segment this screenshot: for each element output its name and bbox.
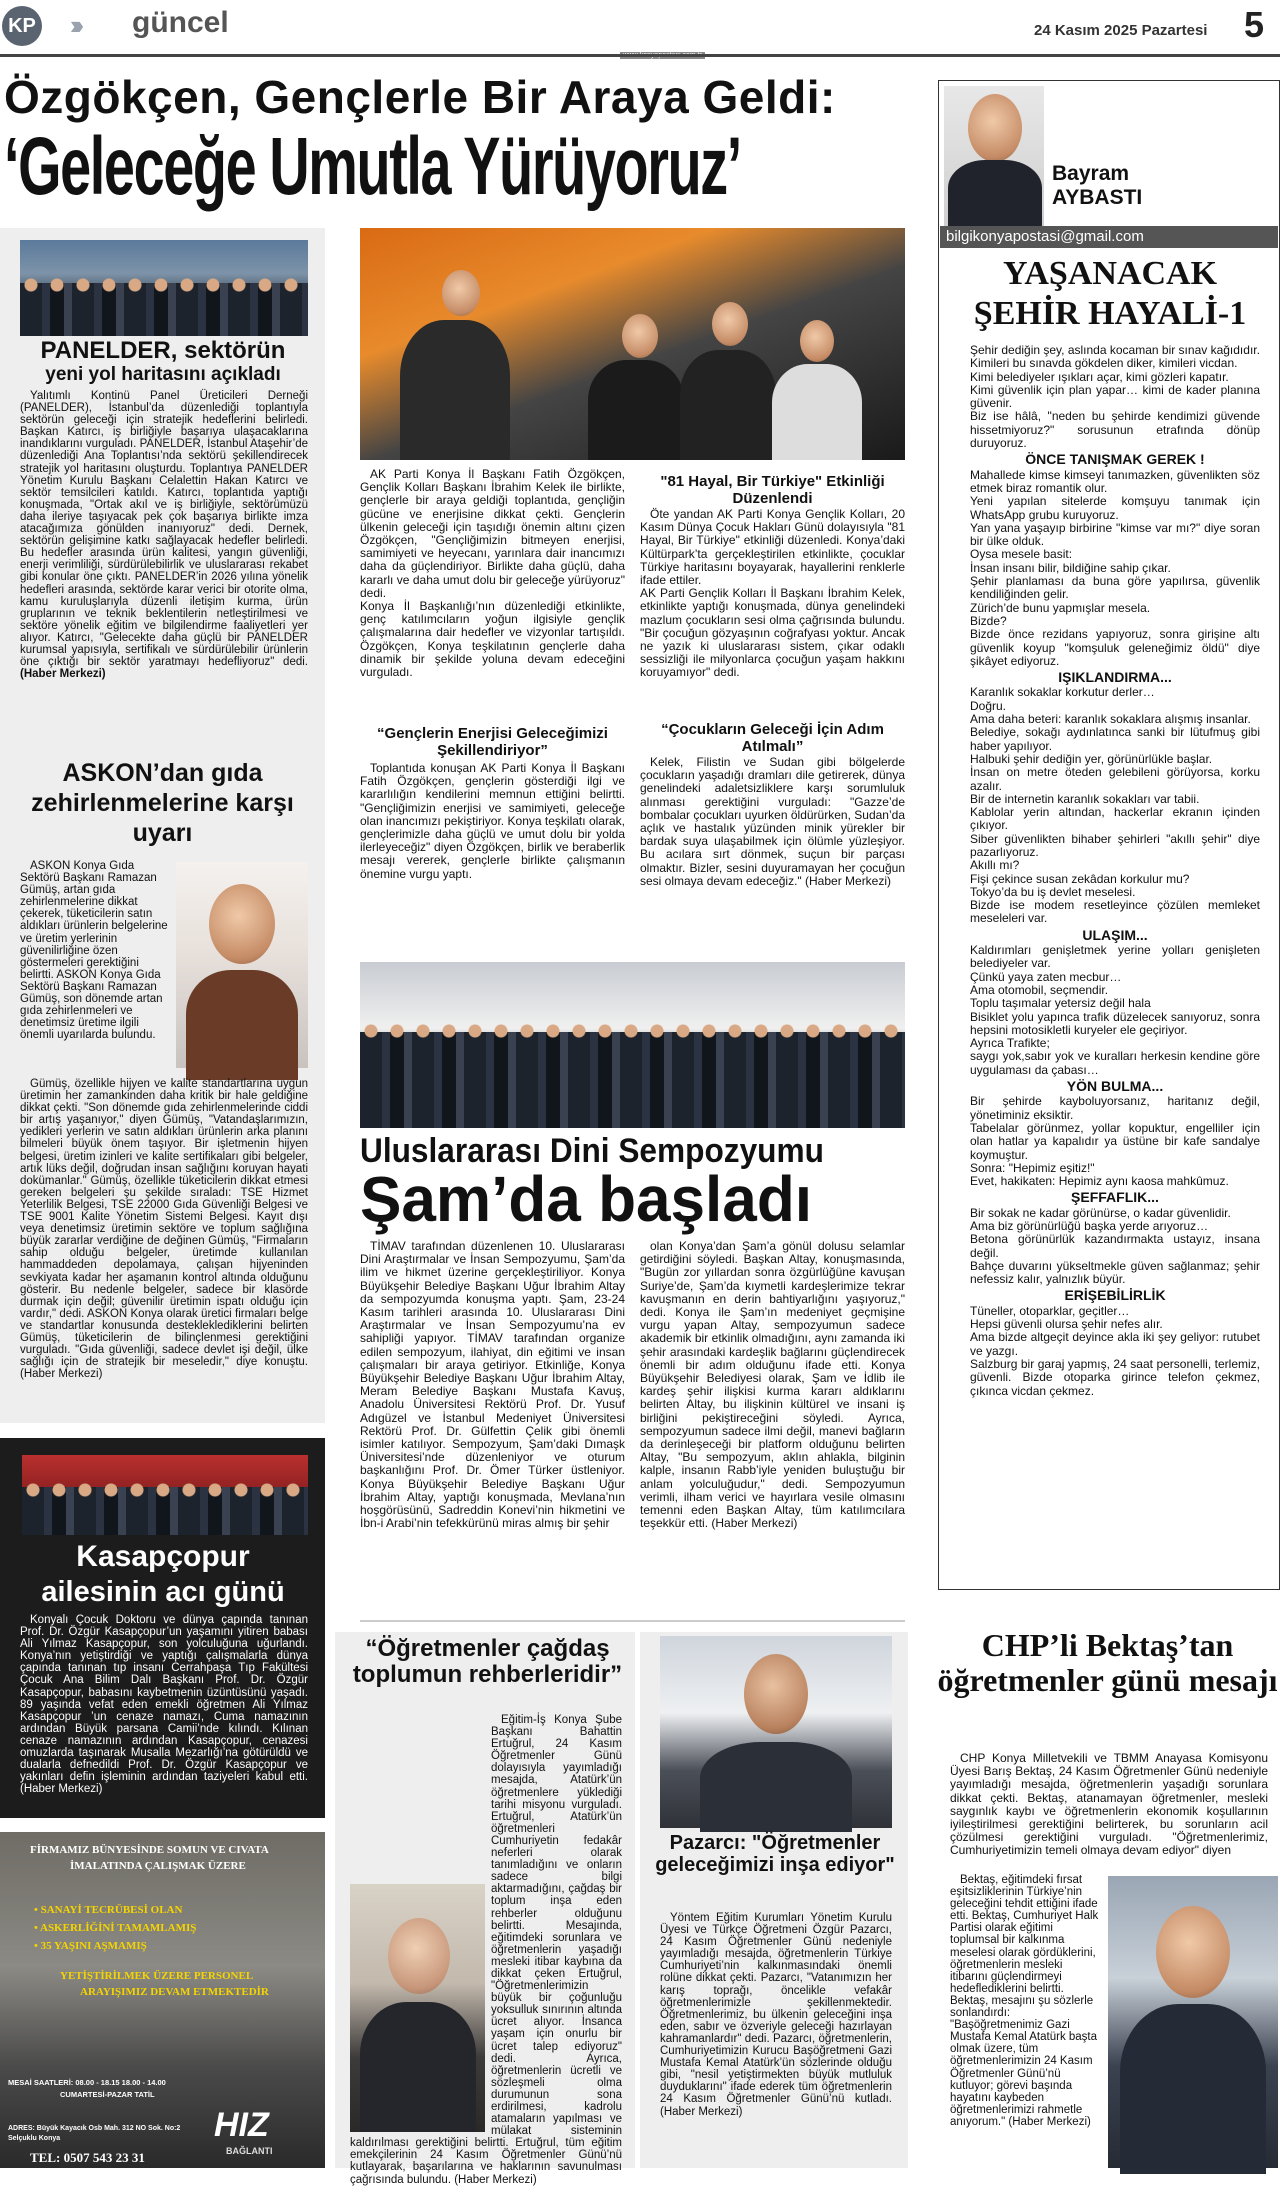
headline-main: ‘Geleceğe Umutla Yürüyoruz’ <box>4 121 741 212</box>
sempozyum-photo <box>360 962 905 1128</box>
column-title: YAŞANACAK ŞEHİR HAYALİ-1 <box>973 255 1247 332</box>
askon-title: ASKON’dan gıda zehirlenmelerine karşı uyarı <box>31 759 294 847</box>
kasapcopur-photo <box>22 1455 308 1535</box>
main-subheading-3: “Çocukların Geleceği İçin Adım Atılmalı” <box>661 721 884 755</box>
ad-line3: YETİŞTİRİLMEK ÜZERE PERSONEL <box>60 1970 254 1982</box>
job-ad[interactable] <box>0 1832 325 2168</box>
ad-brand-sub: BAĞLANTI <box>226 2146 273 2156</box>
ad-address: ADRES: Büyük Kayacık Osb Mah. 312 NO Sok. No:2 Selçuklu Konya <box>8 2125 181 2142</box>
chevrons-icon: ››› <box>70 10 78 40</box>
ad-item-1: • SANAYİ TECRÜBESİ OLAN <box>34 1904 183 1916</box>
author-first-name: Bayram <box>1052 162 1130 185</box>
kasapcopur-subtitle: ailesinin acı günü <box>41 1576 285 1608</box>
main-photo <box>360 228 905 460</box>
panelder-photo <box>20 240 308 336</box>
section-label: güncel <box>132 6 229 39</box>
ad-line1: FİRMAMIZ BÜNYESİNDE SOMUN VE CIVATA <box>30 1844 269 1856</box>
logo-badge[interactable]: KP <box>2 6 42 46</box>
main-col1: AK Parti Konya İl Başkanı Fatih Özgökçen, Gençlik Kolları Başkanı İbrahim Kelek ile birlikte, gençlerle bir araya geldiği toplantıda, gençliğin gücüne ve enerjisine dikkat çekti. Gençlerin ülkenin geleceği için taşıdığı önemin altını çizen Özgökçen, "Gençliğimizin bitmeyen enerjisi, samimiyeti ve heyecanı, yarınlara dair inancımızı daha da güçlendiriyor. Birlikte daha güçlü, daha kararlı ve daha umut dolu bir geleceğe yürüyoruz" dedi. Konya İl Başkanlığı’nın düzenlediği etkinlikte, genç katılımcıların yoğun ilgisiyle gençlik çalışmalarına dair hedefler ve vizyonlar tartışıldı. Özgökçen, Konya teşkilatının gençlerle daha dinamik bir şekilde yoluna devam edeceğini vurguladı. <box>360 467 625 680</box>
author-last-name: AYBASTI <box>1052 186 1143 209</box>
page-date: 24 Kasım 2025 Pazartesi <box>1034 22 1208 39</box>
askon-body: Gümüş, özellikle hijyen ve kalite standartlarına uygun üretimin her zamankinden daha kritik bir hale geldiğine dikkat çekti. "Son dönemde gıda zehirlenmelerinde ciddi bir artış yaşanıyor," diyen Gümüş, "Vatandaşlarımızın, yedikleri yerlerin ve satın aldıkları ürünlerin arka planını bilmeleri büyük önem taşıyor. Bir işletmenin hijyen belgesi, üretim izinleri ve kalite sertifikaları gibi belgeler, artık lüks değil, doğrudan insan sağlığını koruyan hayati dokümanlar." Gümüş, özellikle tüketicilerin dikkat etmesi gereken belgeleri şu şekilde sıraladı: TSE Hizmet Yeterlilik Belgesi, TSE 22000 Gıda Güvenliği Belgesi ve TSE 9001 Kalite Yönetim Sistemi Belgesi. Kayıt dışı veya denetimsiz üretimin sektöre ve toplum sağlığına büyük zararlar verdiğine de değinen Gümüş, "Firmaların sahip olduğu belgeler, üretimde kullanılan hammaddeden depolamaya, çalışan hijyeninden sevkiyata kadar her aşamanın kontrol altında olduğunu gösterir. Bu nedenle belgeler, sadece bir klasörde durmak için değil; güvenilir üretimin ispatı olduğu için vardır," dedi. ASKON Konya olarak üretici firmaları belge ve standartlar konusunda destekleklediklerini belirten Gümüş, tüketicilerin de bilinçlenmesi gerektiğini vurguladı. "Gıda güvenliği, sadece devlet işi değil, ülke sağlığı için de stratejik bir meseledir," diye konuştu. (Haber Merkezi) <box>20 1078 308 1381</box>
author-photo <box>944 86 1044 226</box>
ad-tel[interactable]: TEL: 0507 543 23 31 <box>30 2150 145 2165</box>
panelder-body: Yalıtımlı Kontinü Panel Üreticileri Derneği (PANELDER), İstanbul’da düzenlediği toplantıyla sektörün geleceği için stratejik hedeflerini belirledi. Başkan Katırcı, iş birliğiyle başarıya ulaşacaklarına inandıklarını vurguladı. PANELDER, İstanbul Ataşehir’de düzenlediği Ana Toplantısı’nda sektörü şekillendirecek stratejik yol haritasını oluşturdu. Toplantıya PANELDER Yönetim Kurulu Başkanı Celalettin Hakan Katırcı ve sektör temsilcileri katıldı. Katırcı, toplantıda yaptığı konuşmada, "Ortak akıl ve iş birliğiyle, sektörümüzü daha ileriye taşıyacak pek çok başarıya birlikte imza atacağımıza gönülden inanıyoruz" dedi. Dernek, sektörün gelişimine katkı sağlayacak hedefler belirledi. Bu hedefler arasında ürün kalitesi, yangın güvenliği, enerji verimliliği, sürdürülebilirlik ve uluslararası rekabet gibi konular öne çıktı. PANELDER’in 2026 yılına yönelik hedefleri arasında, sektörde karar verici bir otorite olma, kamu kuruluşlarıyla düzenli iletişim kurma, ürün gruplarının ve teknik beklentilerin netleştirilmesi ve sektöre yönelik eğitim ve bilgilendirme faaliyetleri yer alıyor. Katırcı, "Gelecekte daha güçlü bir PANELDER kurumsal yapısıyla, sertifikalı ve sürdürülebilir ürünlerin öne çıktığı bir sektör yaratmayı hedefliyoruz" dedi. (Haber Merkezi) <box>20 390 308 681</box>
pazarci-title: Pazarcı: "Öğretmenler geleceğimizi inşa ediyor" <box>655 1832 895 1876</box>
ad-brand-logo: HIZ <box>214 2106 269 2144</box>
ad-line4: ARAYIŞIMIZ DEVAM ETMEKTEDİR <box>80 1986 269 1998</box>
main-subheading-2: "81 Hayal, Bir Türkiye" Etkinliği Düzenlendi <box>660 473 885 507</box>
ad-hours: MESAİ SAATLERİ: 08.00 - 18.15 18.00 - 14.00 <box>8 2078 166 2087</box>
ogretmenler-body: Eğitim-İş Konya Şube Başkanı Bahattin Ertuğrul, 24 Kasım Öğretmenler Günü dolayısıyla yayımladığı mesajda, Atatürk’ün öğretmenlere yüklediği tarihi misyonu vurguladı. Ertuğrul, Atatürk’ün öğretmenleri Cumhuriyetin fedakâr neferleri olarak tanımladığını ve onların sadece bilgi aktarmadığını, çağdaş bir toplum inşa eden rehberler olduğunu belirtti. Mesajında, eğitimdeki sorunlara ve öğretmenlerin yaşadığı mesleki itibar kaybına da dikkat çeken Ertuğrul, "Öğretmenlerimizin büyük bir çoğunluğu yoksulluk sınırının altında ücret alıyor. İnsanca yaşam için onurlu bir ücret talep ediyoruz" dedi. Ayrıca, öğretmenlerin ücretli ve sözleşmeli olma durumunun sona erdirilmesi, kadrolu atamaların yapılması ve mülakat sisteminin kaldırılması gerektiğini belirtti. Ertuğrul, tüm eğitim emekçilerinin 24 Kasım Öğretmenler Günü’nü kutlayarak, başarılarına ve haklarının savunulması çağrısında bulundu. (Haber Merkezi) <box>350 1714 622 2186</box>
main-col1b: Toplantıda konuşan AK Parti Konya İl Başkanı Fatih Özgökçen, gençlerin gösterdiği ilgi ve kararlılığın kendilerini memnun ettiğini belirtti. "Gençliğimizin enerjisi ve samimiyeti, geleceğe olan inancımızı pekiştiriyor. Konya teşkilatı olarak, gençlerimizle daha güçlü ve umut dolu bir yolda ilerleyeceğiz" diyen Özgökçen, birlik ve beraberlik mesajı vererek, gençlerle birlikte çalışmanın önemine vurgu yaptı. <box>360 761 625 881</box>
chp-body-top: CHP Konya Milletvekili ve TBMM Anayasa Komisyonu Üyesi Barış Bektaş, 24 Kasım Öğretmenler Günü nedeniyle yayımladığı mesajda, öğretmenlerin yaşadığı sorunlara dikkat çekti. Bektaş, atanamayan öğretmenler, mesleki saygınlık kaybı ve öğretmenlerin ekonomik koşullarının iyileştirilmesi gerektiğini belirterek, bu sorunların acil çözülmesi gerektiğini vurguladı. "Öğretmenlerimiz, Cumhuriyetimizin temeli olmaya devam ediyor" diyen <box>950 1751 1268 1858</box>
ad-item-3: • 35 YAŞINI AŞMAMIŞ <box>34 1940 147 1952</box>
pazarci-body: Yöntem Eğitim Kurumları Yönetim Kurulu Üyesi ve Türkçe Öğretmeni Özgür Pazarcı, 24 Kasım Öğretmenler Günü nedeniyle yayımladığı mesajda, öğretmenlerin Türkiye Cumhuriyeti’nin kalkınmasındaki önemli rolüne dikkat çekti. Pazarcı, "Vatanımızın her karış toprağı, öncelikle vefakâr öğretmenlerimizle şekillenmektedir. Öğretmenlerimiz, bu ülkenin geleceğini inşa eden, sabır ve özveriyle geleceği hazırlayan kahramanlardır" dedi. Pazarcı, öğretmenlerin, Cumhuriyetimizin Kurucu Başöğretmeni Gazi Mustafa Kemal Atatürk’ün sözlerinde olduğu gibi, "nesil yetiştirmekten büyük mutluluk duyduklarını" ifade ederek tüm öğretmenlerin 24 Kasım Öğretmenler Günü’nü kutladı. (Haber Merkezi) <box>660 1912 892 2118</box>
chp-title: CHP’li Bektaş’tan öğretmenler günü mesajı <box>937 1627 1278 1698</box>
column-sub-2: IŞIKLANDIRMA... <box>1058 669 1172 686</box>
bektas-portrait <box>1108 1876 1278 2168</box>
pazarci-photo <box>660 1636 892 1828</box>
panelder-subtitle: yeni yol haritasını açıkladı <box>45 364 281 385</box>
page-number: 5 <box>1244 4 1265 45</box>
main-col2: Öte yandan AK Parti Konya Gençlik Kolları, 20 Kasım Dünya Çocuk Hakları Günü dolayısıyla "81 Hayal, Bir Türkiye" etkinliği düzenledi. Konya’daki Kültürpark’ta gerçekleştirilen etkinlikte, çocuklar Türkiye haritasını boyayarak, hayallerini renklerle ifade ettiler. AK Parti Gençlik Kolları İl Başkanı İbrahim Kelek, etkinlikte yaptığı konuşmada, dünya genelindeki mazlum çocukların sesi olma çağrısında bulundu. "Bir çocuğun gözyaşının coğrafyası yoktur. Ancak ne yazık ki uluslararası sistem, çıkar odaklı sessizliği ile milyonlarca çocuğun yaşam hakkını koruyamıyor" dedi. <box>640 507 905 680</box>
askon-portrait <box>176 862 308 1068</box>
ertugrul-portrait <box>350 1884 485 2132</box>
ad-line2: İMALATINDA ÇALIŞMAK ÜZERE <box>70 1860 246 1872</box>
ad-item-2: • ASKERLİĞİNİ TAMAMLAMIŞ <box>34 1922 197 1934</box>
author-email[interactable]: bilgikonyapostasi@gmail.com <box>940 226 1278 248</box>
chp-body: Bektaş, eğitimdeki fırsat eşitsizliklerinin Türkiye’nin geleceğini tehdit ettiğini ifade etti. Bektaş, Cumhuriyet Halk Partisi olarak eğitimi toplumsal bir kalkınma meselesi olarak gördüklerini, öğretmenlerin mesleki itibarını güçlendirmeyi hedeflediklerini belirtti. Bektaş, mesajını şu sözlerle sonlandırdı: "Başöğretmenimiz Gazi Mustafa Kemal Atatürk başta olmak üzere, tüm öğretmenlerimizin 24 Kasım Öğretmenler Günü’nü kutluyor; görevi başında hayatını kaybeden öğretmenlerimizi rahmetle anıyorum." (Haber Merkezi) <box>950 1874 1099 2128</box>
column-body: Şehir dediğin şey, aslında kocaman bir sınav kağıdıdır. Kimileri bu sınavda gökdelen diker, kimileri vicdan. Kimi belediyeler ışıkları açar, kimi gözleri kapatır. Kimi güvenlik için plan yapar… kimi de kader planına güvenir. Biz ise hâlâ, "neden bu şehirde kendimizi güvende hissetmiyoruz?" sorusunun etrafında dönüp duruyoruz. ÖNCE TANIŞMAK GEREK ! Mahallede kimse kimseyi tanımazken, güvenlikten söz etmek biraz romantik olur. Yeni yapılan sitelerde komşuyu tanımak için WhatsApp grubu kuruyoruz. Yan yana yaşayıp birbirine "kimse var mı?" diye soran bir ülke olduk. Oysa mesele basit: İnsan insanı bilir, bildiğine sahip çıkar. Şehir planlaması da buna göre yapılırsa, güvenlik kendiliğinden gelir. Zürich’de bunu yapmışlar mesela. Bizde? Bizde önce rezidans yapıyoruz, sonra girişine altı güvenlik koyup "komşuluk geleneğimiz öldü" diye şikâyet ediyoruz. IŞIKLANDIRMA... Karanlık sokaklar korkutur derler… Doğru. Ama daha beteri: karanlık sokaklara alışmış insanlar. Belediye, sokağı aydınlatınca sanki bir lütufmuş gibi haber yapılıyor. Halbuki şehir dediğin yer, görünürlükle başlar. İnsan on metre öteden gelebileni görüyorsa, korku azalır. Bir de internetin karanlık sokakları var tabii. Kablolar yerin altından, hackerlar ekranın içinden çıkıyor. Siber güvenlikten bihaber şehirleri "akıllı şehir" diye pazarlıyoruz. Akıllı mı? Fişi çekince susan zekâdan korkulur mu? Tokyo’da bu iş devlet meselesi. Bizde ise modem resetleyince çözülen memleket meseleleri var. ULAŞIM... Kaldırımları genişletmek yerine yolları genişleten belediyeler var. Çünkü yaya zaten mecbur… Ama otomobil, seçmendir. Toplu taşımalar yetersiz değil hala Bisiklet yolu yapınca trafik düzelecek sanıyoruz, sonra hepsini motosikletli kuryeler ele geçiriyor. Ayrıca Trafikte; saygı yok,sabır yok ve kuralları herkesin kendine göre uygulaması da çabası… YÖN BULMA... Bir şehirde kayboluyorsanız, haritanız değil, yönetiminiz eksiktir. Tabelalar görünmez, yollar kopuktur, engelliler için olan hatlar ya kapalıdır ya üstüne bir kafe sandalye koymuştur. Sonra: "Hepimiz eşitiz!" Evet, hakikaten: Hepimiz aynı kaosa mahkûmuz. ŞEFFAFLIK... Bir sokak ne kadar görünürse, o kadar güvenlidir. Ama biz görünürlüğü başka yerde arıyoruz… Betona görünürlük kazandırmakta ustayız, insana değil. Bahçe duvarını yükseltmekle güven sağlanmaz; şehir nefessiz kalır, yalnızlık büyür. ERİŞEBİLİRLİK Tüneller, otoparklar, geçitler… Hepsi güvenli olursa şehir nefes alır. Ama bizde altgeçit deyince akla iki şey geliyor: rutubet ve yazgı. Salzburg bir garaj yapmış, 24 saat personelli, terlemiz, güvenli. Bizde otoparka girince telefon çekmez, çıkınca vicdan çekmez. <box>970 343 1260 1398</box>
column-sub-3: ULAŞIM... <box>1082 926 1148 943</box>
column-sub-6: ERİŞEBİLİRLİK <box>1064 1287 1166 1304</box>
askon-body-top: ASKON Konya Gıda Sektörü Başkanı Ramazan Gümüş, artan gıda zehirlenmelerine dikkat çekerek, tüketicilerin satın aldıkları ürünlerin belgelerine ve üretim yerlerinin güvenilirliğine özen göstermeleri gerektiğini belirtti. ASKON Konya Gıda Sektörü Başkanı Ramazan Gümüş, son dönemde artan gıda zehirlenmeleri ve denetimsiz üretime ilgili önemli uyarılarda bulundu. <box>20 860 168 1042</box>
sempozyum-title-2: Şam’da başladı <box>360 1163 812 1235</box>
headline-top: Özgökçen, Gençlerle Bir Araya Geldi: <box>4 71 836 123</box>
main-col2b: Kelek, Filistin ve Sudan gibi bölgelerde çocukların yaşadığı dramları dile getirerek, dünya genelindeki adaletsizliklere karşı sorumluluk alınması gerektiğini vurguladı: "Gazze’de bombalar çocukları uyurken öldürürken, Sudan’da açlık ve hastalık yüzünden minik yürekler bir bardak suya ulaşabilmek için ölümle yüzleşiyor. Bu acılara sırt dönmek, suçun bir parçası olmaktır. Bizler, sesini duyuramayan her çocuğun sesi olmaya devam edeceğiz." (Haber Merkezi) <box>640 755 905 888</box>
column-sub-1: ÖNCE TANIŞMAK GEREK ! <box>1025 451 1205 468</box>
sempozyum-col2: olan Konya’dan Şam’a gönül dolusu selamlar getirdiğini söyledi. Başkan Altay, konuşmasında, "Bugün zor yıllardan sonra özgürlüğüne kavuşan Suriye’de, Şam’da kıymetli kardeşlerimize tekrar kavuşmanın en derin bahtiyarlığını yaşıyoruz," dedi. Konya ile Şam’ın medeniyet geçmişine vurgu yapan Altay, sempozyumun sadece akademik bir etkinlik olmadığını, aynı zamanda iki şehir arasındaki kardeşlik bağlarını güçlendirecek önemli bir adım olduğunu ifade etti. Konya Büyükşehir Belediyesi olarak, Şam ve İdlib ile kardeş şehir ilişkisi kurma kararı aldıklarını belirten Altay, bu ilişkinin kültürel ve insani iş birliğini pekiştireceğini söyledi. Ayrıca, sempozyumun sadece ilmi değil, manevi bağların da derinleşeceği bir platform olduğunu belirten Altay, "Bu sempozyum, aklın ahlakla, bilginin kalple, insanın Rabb’iyle yeniden buluştuğu bir anlam yolculuğudur," dedi. Sempozyumun verimli, ilham verici ve hayırlara vesile olmasını temenni eden Başkan Altay, tüm katılımcılara teşekkür etti. (Haber Merkezi) <box>640 1239 905 1531</box>
main-subheading-1: “Gençlerin Enerjisi Geleceğimizi Şekillendiriyor” <box>377 725 608 759</box>
ogretmenler-title: “Öğretmenler çağdaş toplumun rehberleridir” <box>352 1635 623 1688</box>
column-sub-5: ŞEFFAFLIK... <box>1071 1189 1159 1206</box>
header-bar <box>0 0 1280 50</box>
kasapcopur-body: Konyalı Çocuk Doktoru ve dünya çapında tanınan Prof. Dr. Özgür Kasapçopur’un yaşamını yitiren babası Ali Yılmaz Kasapçopur, son yolculuğuna uğurlandı. Konya’nın yetiştirdiği ve yaptığı çalışmalarla dünya çapında tanınan tıp insanı Cerrahpaşa Tıp Fakültesi Çocuk Ana Bilim Dalı Başkanı Prof. Dr. Özgür Kasapçopur, babasını kaybetmenin üzüntüsünü yaşadı. 89 yaşında vefat eden emekli öğretmen Ali Yılmaz Kasapçopur ’un cenaze namazı, Cuma namazının ardından Büyük parsana Camii’nde kılındı. Kılınan cenaze namazının ardından Kasapçopur, cenazesi omuzlarda taşınarak Musalla Mezarlığı’na götürüldü ve dualarla defnedildi Prof. Dr. Özgür Kasapçopur ve yakınları defin işleminin ardından taziyeleri kabul etti. (Haber Merkezi) <box>20 1614 308 1796</box>
panelder-title: PANELDER, sektörün <box>40 337 286 364</box>
column-sub-4: YÖN BULMA... <box>1066 1078 1164 1095</box>
kasapcopur-title: Kasapçopur <box>76 1540 250 1573</box>
sempozyum-title-1: Uluslararası Dini Sempozyumu <box>360 1132 824 1170</box>
ad-hours-2: CUMARTESİ-PAZAR TATİL <box>60 2090 155 2099</box>
sempozyum-col1: TİMAV tarafından düzenlenen 10. Uluslararası Dini Araştırmalar ve İnsan Sempozyumu, Şam’da ilim ve hikmet üzerine gerçekleştiriliyor. Konya Büyükşehir Belediye Başkanı Uğur İbrahim Altay da sempozyumda konuşma yaptı. Şam, 23-24 Kasım tarihleri arasında 10. Uluslararası Dini Araştırmalar ve İnsan Sempozyumu’na ev sahipliği yapıyor. TİMAV tarafından organize edilen sempozyum, ilahiyat, din eğitimi ve insan çalışmaları bir araya getiriyor. Etkinliğe, Konya Büyükşehir Belediye Başkanı Uğur İbrahim Altay, Meram Belediye Başkanı Mustafa Kavuş, Anadolu Üniversitesi Rektörü Prof. Dr. Yusuf Adıgüzel ve İstanbul Medeniyet Üniversitesi Rektörü Prof. Dr. Gülfettin Çelik gibi önemli isimler katılıyor. Sempozyum, Şam’daki Dımaşk Üniversitesi’nde düzenleniyor ve oturum başkanlığını Prof. Dr. Ömer Türker üstleniyor. Konya Büyükşehir Belediye Başkanı Uğur İbrahim Altay, yaptığı konuşmada, Mevlana’nın hoşgörüsünü, Sadreddin Konevi’nin hikmetini ve İbn-i Arabi’nin tefekkürünü miras almış bir şehir <box>360 1239 625 1531</box>
